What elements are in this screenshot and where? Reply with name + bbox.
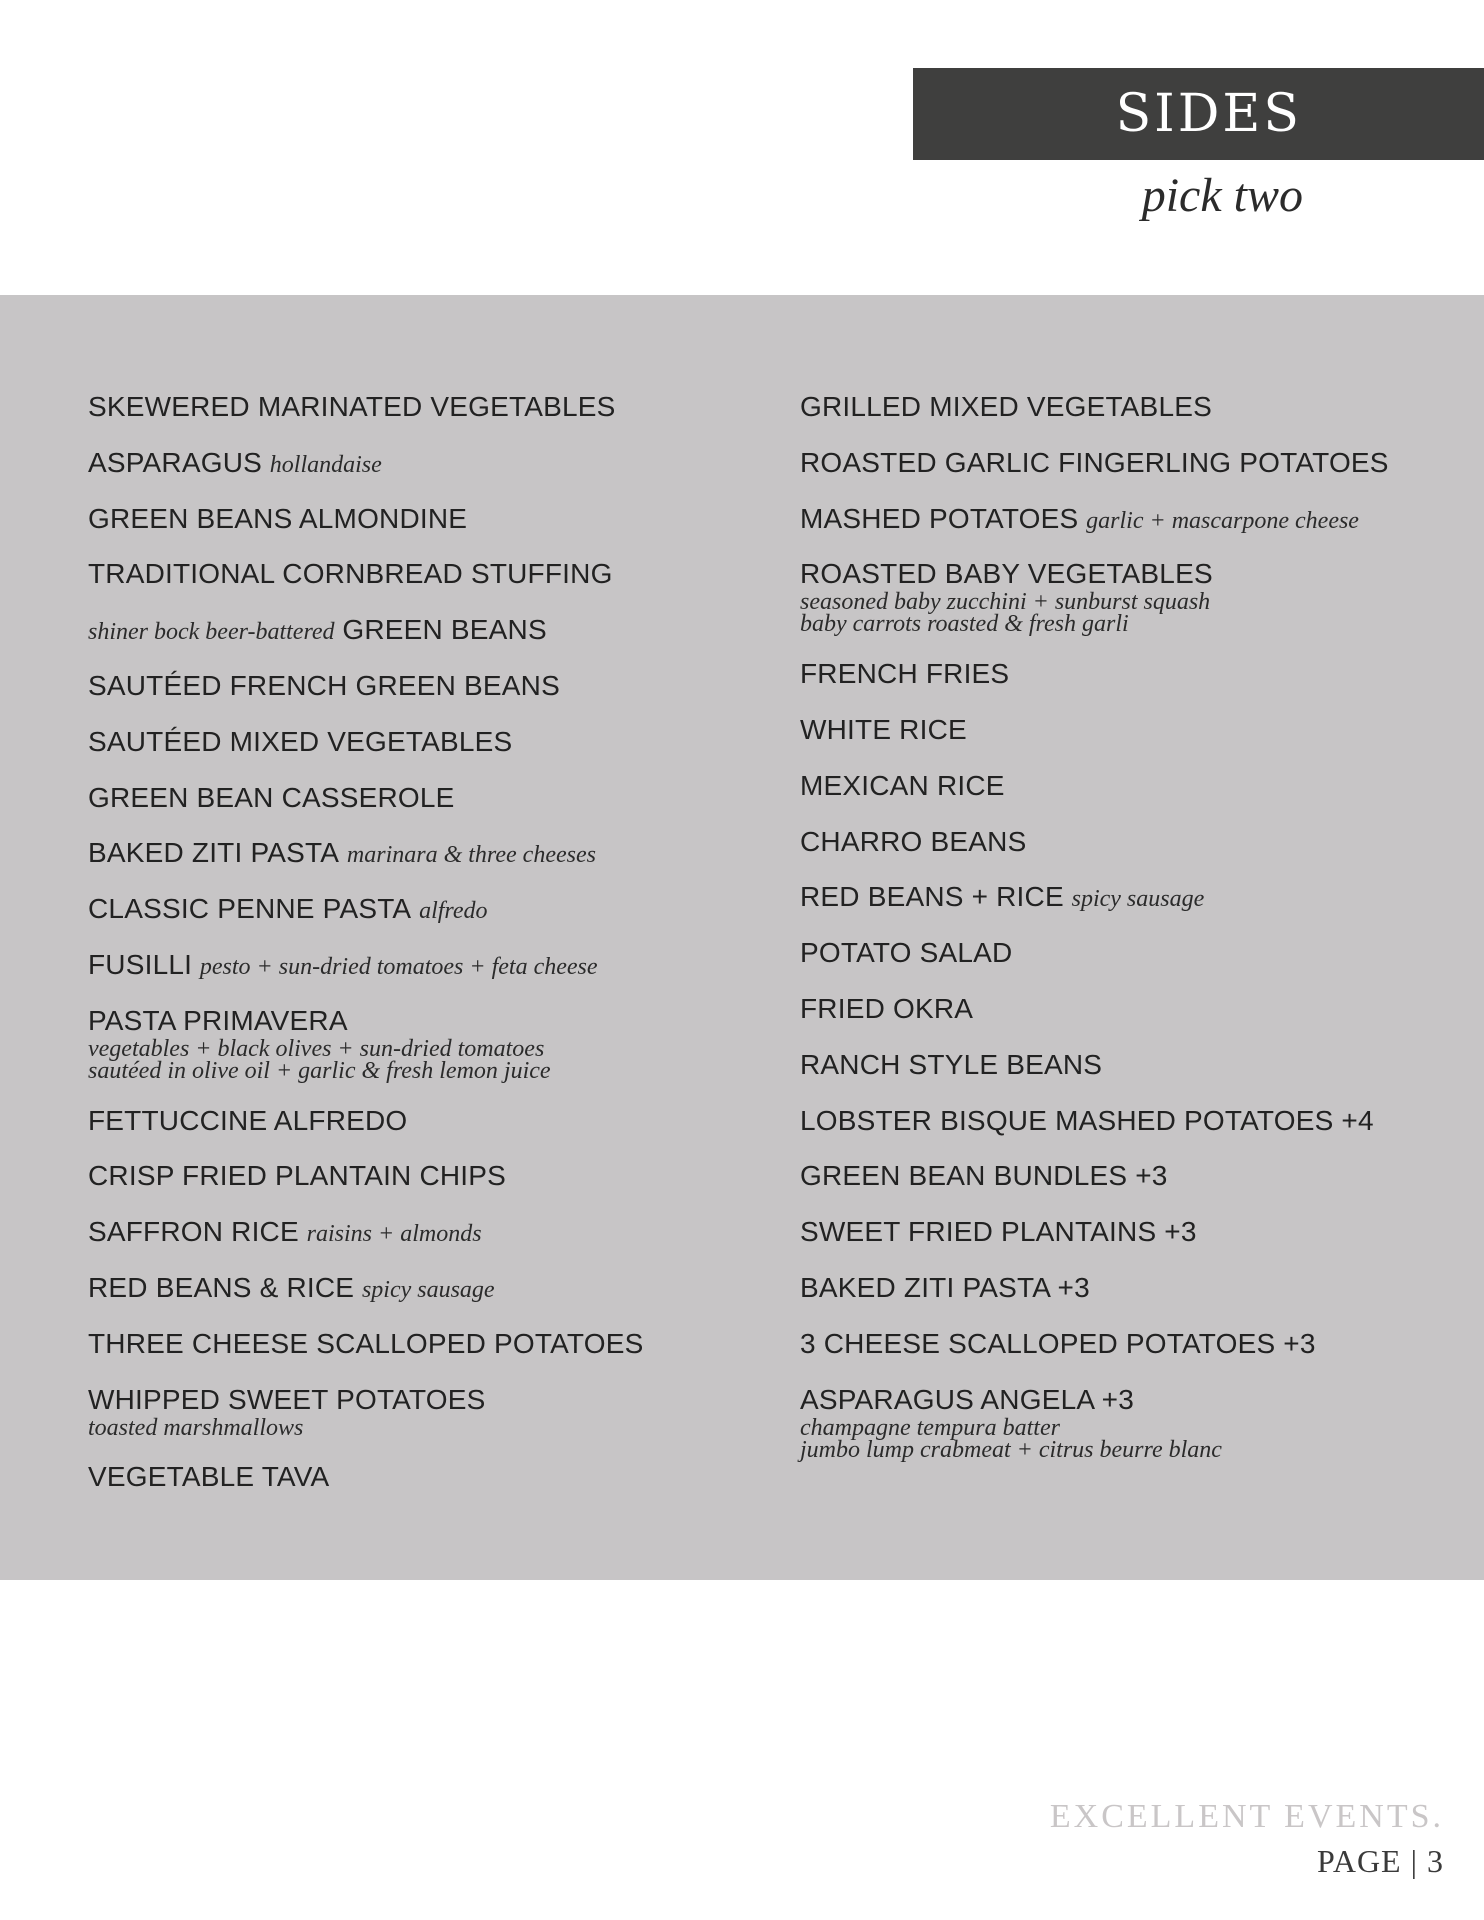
menu-item-line	[800, 1215, 1197, 1249]
menu-item-name: ASPARAGUS ANGELA +3	[800, 1383, 1134, 1415]
title-bar	[913, 68, 1484, 160]
menu-item	[88, 725, 512, 759]
menu-item	[88, 1383, 486, 1439]
menu-item	[88, 1004, 551, 1082]
menu-item	[88, 390, 616, 424]
menu-item	[88, 1159, 506, 1193]
menu-item-name: ROASTED BABY VEGETABLES	[800, 558, 1213, 590]
menu-item	[88, 1215, 482, 1251]
menu-item-line	[800, 446, 1389, 480]
menu-item-line	[800, 1048, 1102, 1082]
menu-item-name: CRISP FRIED PLANTAIN CHIPS	[88, 1160, 507, 1192]
menu-item-name: FRENCH FRIES	[800, 658, 1010, 690]
brand-name: EXCELLENT EVENTS.	[1049, 1798, 1444, 1835]
menu-panel	[0, 295, 1484, 1580]
menu-item	[88, 948, 598, 984]
menu-item	[88, 502, 467, 536]
menu-item-name: RANCH STYLE BEANS	[800, 1048, 1103, 1080]
menu-item-description: pesto + sun-dried tomatoes + feta cheese	[199, 954, 598, 980]
menu-item	[800, 992, 973, 1026]
menu-item-detail: sautéed in olive oil + garlic & fresh lemon juice	[88, 1057, 551, 1084]
menu-item-line	[88, 1104, 407, 1138]
menu-item-description: marinara & three cheeses	[346, 842, 596, 869]
menu-item-name: VEGETABLE TAVA	[88, 1461, 330, 1493]
menu-item-line	[88, 1215, 482, 1251]
menu-item-line	[88, 390, 616, 424]
menu-item-line	[88, 446, 382, 482]
menu-item	[800, 936, 1012, 970]
menu-item-prefix: shiner bock beer-battered	[88, 619, 335, 646]
menu-item	[88, 1460, 329, 1494]
menu-item	[800, 713, 967, 747]
menu-item-line	[88, 948, 598, 984]
menu-item	[800, 769, 1005, 803]
menu-item-line	[88, 1004, 551, 1038]
menu-item-description: spicy sausage	[361, 1277, 495, 1303]
menu-item-name: CLASSIC PENNE PASTA	[88, 893, 412, 925]
menu-item-name: TRADITIONAL CORNBREAD STUFFING	[88, 558, 613, 590]
menu-item-name: POTATO SALAD	[800, 937, 1013, 969]
menu-item-name: BAKED ZITI PASTA	[88, 837, 340, 869]
menu-item-name: WHITE RICE	[800, 714, 967, 745]
page-subtitle: pick two	[1141, 169, 1303, 222]
menu-item-name: PASTA PRIMAVERA	[88, 1004, 348, 1036]
menu-item-description: spicy sausage	[1071, 886, 1205, 913]
menu-item-name: SAUTÉED FRENCH GREEN BEANS	[88, 670, 560, 701]
menu-item-name: SAUTÉED MIXED VEGETABLES	[88, 725, 513, 757]
menu-item-line	[800, 1327, 1316, 1361]
menu-item-line	[800, 825, 1026, 859]
menu-item-name: RED BEANS + RICE	[800, 881, 1064, 913]
menu-item-line	[88, 725, 512, 759]
menu-item-line	[88, 502, 467, 536]
menu-item	[88, 1327, 643, 1361]
menu-item-line	[800, 713, 967, 747]
menu-item	[88, 613, 547, 649]
menu-item-name: FETTUCCINE ALFREDO	[88, 1104, 408, 1136]
menu-item-name: GREEN BEAN BUNDLES +3	[800, 1160, 1168, 1192]
menu-item-detail: vegetables + black olives + sun-dried tomatoes	[88, 1035, 545, 1062]
menu-item	[800, 1271, 1090, 1305]
menu-item-line	[800, 657, 1009, 691]
menu-item-name: LOBSTER BISQUE MASHED POTATOES +4	[800, 1104, 1374, 1136]
page-number: PAGE | 3	[1316, 1843, 1444, 1879]
menu-item-name: SAFFRON RICE	[88, 1216, 299, 1248]
menu-item	[88, 446, 382, 482]
menu-item	[800, 502, 1359, 538]
menu-item-description: raisins + almonds	[306, 1221, 482, 1248]
menu-item	[800, 880, 1204, 916]
menu-item	[800, 390, 1212, 424]
menu-item	[800, 1327, 1316, 1361]
menu-item	[88, 836, 596, 872]
menu-item-name: BAKED ZITI PASTA +3	[800, 1272, 1090, 1303]
menu-item-line	[88, 1159, 506, 1193]
page-title: SIDES	[1115, 84, 1302, 144]
menu-item-line	[800, 1271, 1090, 1305]
menu-item-line	[88, 1460, 329, 1494]
menu-item-description: alfredo	[419, 898, 488, 925]
menu-item	[800, 557, 1213, 638]
menu-item-description: hollandaise	[269, 451, 382, 478]
menu-item-line	[88, 892, 488, 928]
menu-item	[800, 1104, 1374, 1138]
menu-item-line	[800, 992, 973, 1026]
menu-item	[88, 892, 488, 928]
menu-item-name: CHARRO BEANS	[800, 825, 1027, 857]
menu-item	[800, 1048, 1102, 1082]
menu-item-line	[800, 880, 1204, 916]
menu-item-line	[800, 502, 1359, 538]
menu-item-line	[800, 1383, 1222, 1417]
menu-item	[800, 1159, 1168, 1193]
menu-item-name: GREEN BEAN CASSEROLE	[88, 781, 455, 813]
menu-item	[800, 825, 1026, 859]
menu-item-line	[800, 1104, 1374, 1138]
menu-item-name: GREEN BEANS ALMONDINE	[88, 502, 468, 534]
menu-item	[800, 1383, 1222, 1461]
menu-item	[88, 781, 455, 815]
menu-item-name: FUSILLI	[88, 949, 193, 980]
menu-item-line	[800, 769, 1005, 803]
menu-item-line	[88, 836, 596, 872]
menu-item-line	[800, 390, 1212, 424]
menu-item-line	[88, 613, 547, 649]
menu-item-line	[800, 1159, 1168, 1193]
menu-item-detail: toasted marshmallows	[88, 1414, 304, 1441]
menu-item-name: THREE CHEESE SCALLOPED POTATOES	[88, 1327, 644, 1359]
menu-item	[88, 669, 560, 703]
menu-item-name: ASPARAGUS	[88, 446, 262, 478]
menu-item-name: MEXICAN RICE	[800, 769, 1005, 801]
menu-item-name: ROASTED GARLIC FINGERLING POTATOES	[800, 446, 1389, 478]
menu-item	[88, 557, 613, 591]
menu-item-detail: baby carrots roasted & fresh garli	[800, 611, 1129, 638]
menu-item-line	[88, 1383, 486, 1417]
menu-item-name: MASHED POTATOES	[800, 502, 1079, 534]
menu-item-line	[88, 1271, 495, 1307]
menu-item-detail: jumbo lump crabmeat + citrus beurre blanc	[800, 1436, 1222, 1463]
menu-item-description: garlic + mascarpone cheese	[1086, 507, 1359, 534]
menu-item-name: GRILLED MIXED VEGETABLES	[800, 391, 1212, 422]
menu-item-name: WHIPPED SWEET POTATOES	[88, 1383, 486, 1415]
menu-item-detail: seasoned baby zucchini + sunburst squash	[800, 589, 1211, 616]
menu-item	[800, 1215, 1197, 1249]
menu-item-line	[88, 557, 613, 591]
menu-item-name: FRIED OKRA	[800, 993, 974, 1024]
menu-item	[800, 446, 1389, 480]
menu-item-name: SKEWERED MARINATED VEGETABLES	[88, 391, 616, 422]
menu-item-line	[88, 669, 560, 703]
menu-item-name: RED BEANS & RICE	[88, 1272, 355, 1303]
menu-item	[88, 1104, 407, 1138]
menu-item-name: SWEET FRIED PLANTAINS +3	[800, 1216, 1197, 1248]
menu-item-detail: champagne tempura batter	[800, 1414, 1060, 1441]
menu-item-name: GREEN BEANS	[342, 614, 547, 646]
menu-item-name: 3 CHEESE SCALLOPED POTATOES +3	[800, 1327, 1316, 1359]
menu-item-line	[88, 1327, 643, 1361]
menu-item	[88, 1271, 495, 1307]
menu-item-line	[88, 781, 455, 815]
menu-item-line	[800, 557, 1213, 591]
menu-item-line	[800, 936, 1012, 970]
menu-item	[800, 657, 1009, 691]
